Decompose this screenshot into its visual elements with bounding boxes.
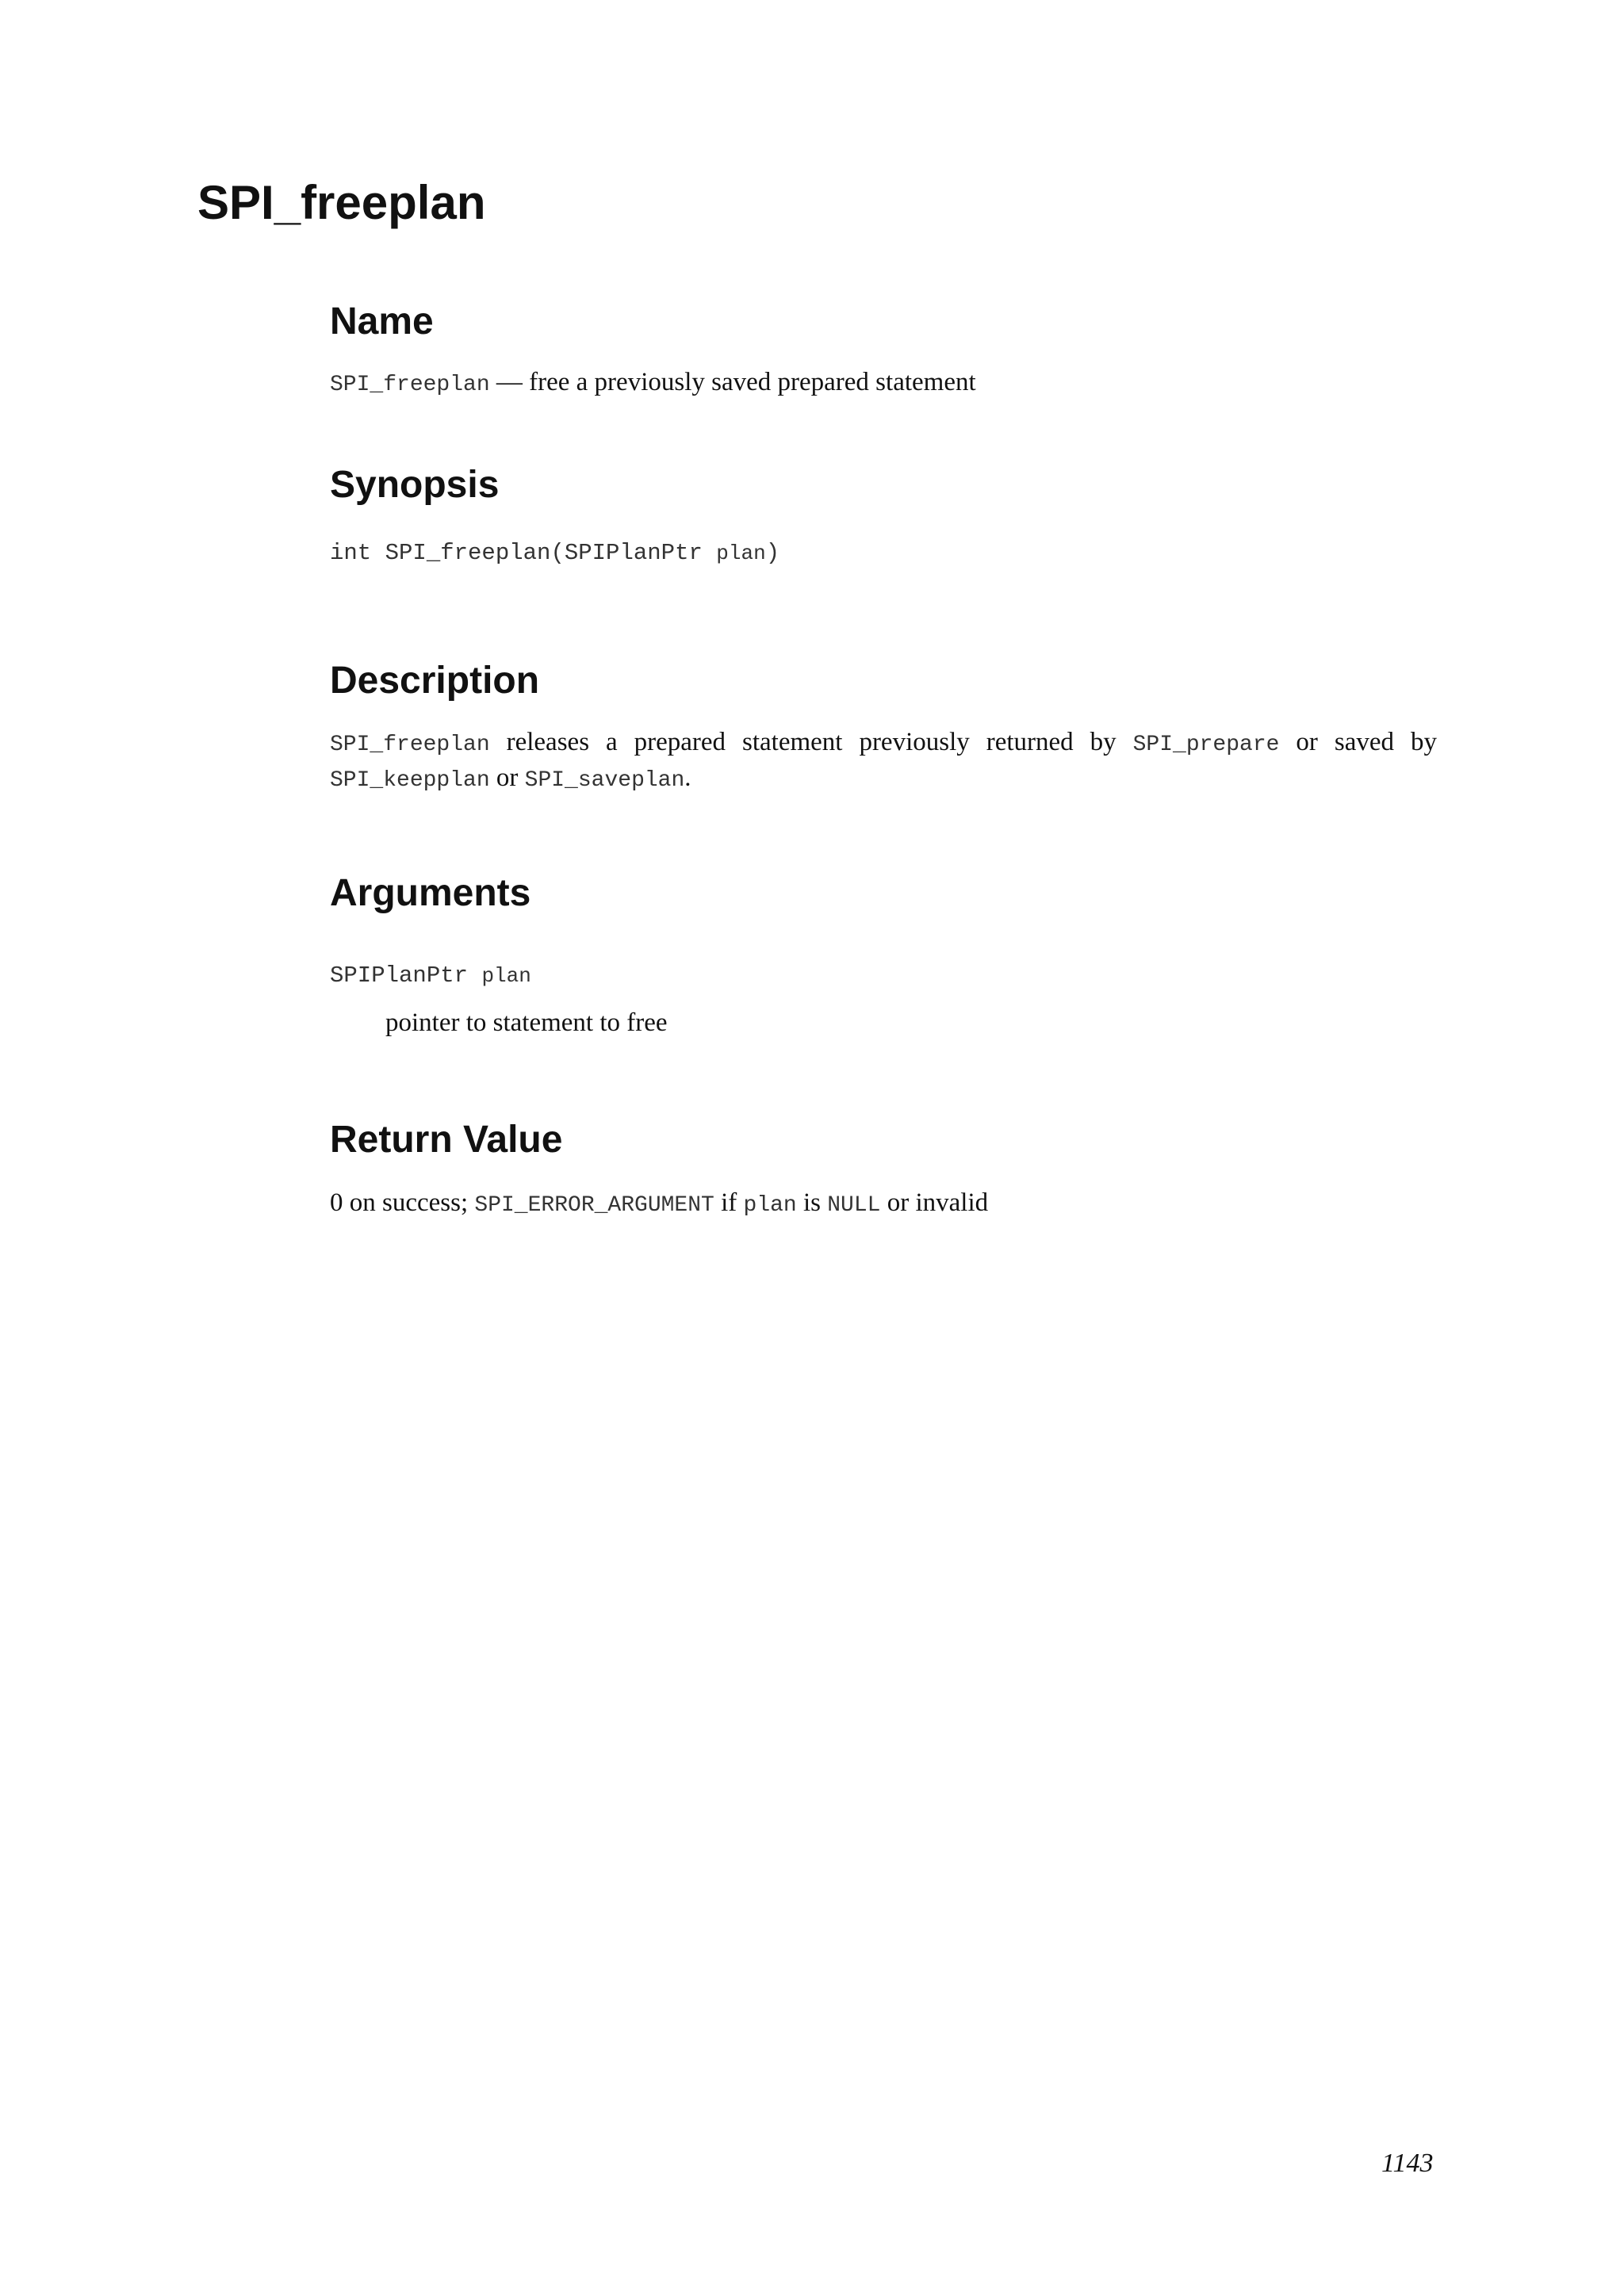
page-title: SPI_freeplan (197, 176, 486, 229)
description-line-1 (330, 724, 1437, 763)
function-name: SPI_freeplan (330, 373, 490, 397)
return-text-2: if (714, 1188, 744, 1217)
argument-param: plan (481, 964, 531, 988)
return-text-4: or invalid (880, 1188, 989, 1217)
argument-type: SPIPlanPtr (330, 962, 482, 989)
description-keepplan: SPI_keepplan (330, 768, 490, 793)
description-saveplan: SPI_saveplan (524, 768, 685, 793)
description-function: SPI_freeplan (330, 733, 490, 757)
return-text-1: 0 on success; (330, 1188, 475, 1217)
description-text-1: releases a prepared statement previously returned by (489, 728, 1133, 756)
arguments-heading: Arguments (330, 872, 531, 914)
synopsis-heading: Synopsis (330, 464, 500, 506)
return-null-code: NULL (827, 1193, 881, 1218)
description-text-3: or (489, 763, 525, 792)
synopsis-param: plan (716, 541, 766, 565)
return-error-code: SPI_ERROR_ARGUMENT (474, 1193, 714, 1218)
description-line-2 (330, 760, 1437, 799)
name-description (330, 364, 976, 404)
return-plan-code: plan (743, 1193, 797, 1218)
description-text-4: . (684, 763, 691, 792)
synopsis-prefix: int SPI_freeplan(SPIPlanPtr (330, 540, 717, 566)
synopsis-suffix: ) (765, 540, 780, 566)
return-text-3: is (796, 1188, 828, 1217)
page-number: 1143 (1381, 2149, 1434, 2178)
argument-description: pointer to statement to free (385, 1008, 668, 1037)
synopsis-code (330, 538, 779, 569)
description-prepare: SPI_prepare (1132, 733, 1280, 757)
description-heading: Description (330, 660, 540, 702)
argument-signature (330, 960, 531, 992)
description-text-2: or saved by (1279, 728, 1437, 756)
name-summary: — free a previously saved prepared statement (489, 368, 976, 396)
return-value-text (330, 1184, 988, 1224)
name-heading: Name (330, 300, 434, 342)
return-value-heading: Return Value (330, 1119, 563, 1161)
